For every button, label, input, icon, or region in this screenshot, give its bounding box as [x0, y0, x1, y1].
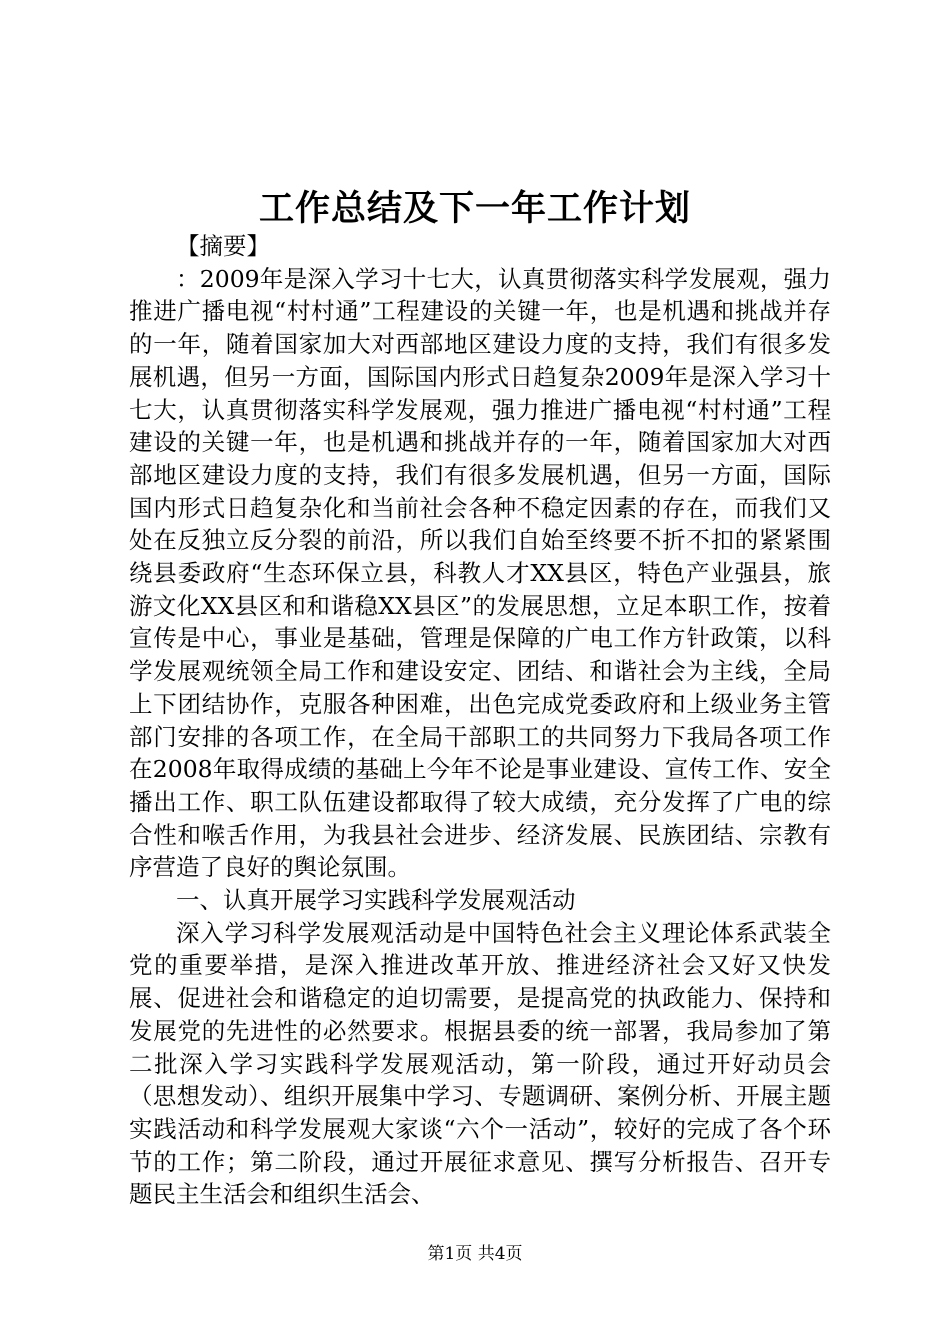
page-footer: 第1页 共4页: [427, 1244, 523, 1264]
section-paragraph: 深入学习科学发展观活动是中国特色社会主义理论体系武装全党的重要举措，是深入推进改革开放、推进经济社会又好又快发展、促进社会和谐稳定的迫切需要，是提高党的执政能力、保持和发展党的先进性的必然要求。根据县委的统一部署，我局参加了第二批深入学习实践科学发展观活动，第一阶段，通过开好动员会（思想发动）、组织开展集中学习、专题调研、案例分析、开展主题实践活动和科学发展观大家谈“六个一活动”，较好的完成了各个环节的工作；第二阶段，通过开展征求意见、撰写分析报告、召开专题民主生活会和组织生活会、: [129, 918, 831, 1209]
document-title: 工作总结及下一年工作计划: [258, 188, 691, 229]
section-heading: 一、认真开展学习实践科学发展观活动: [176, 886, 576, 915]
abstract-heading: 【摘要】: [176, 232, 270, 260]
abstract-paragraph: ：2009年是深入学习十七大，认真贯彻落实科学发展观，强力推进广播电视“村村通”工程建设的关键一年，也是机遇和挑战并存的一年，随着国家加大对西部地区建设力度的支持，我们有很多发展机遇，但另一方面，国际国内形式日趋复杂2009年是深入学习十七大，认真贯彻落实科学发展观，强力推进广播电视“村村通”工程建设的关键一年，也是机遇和挑战并存的一年，随着国家加大对西部地区建设力度的支持，我们有很多发展机遇，但另一方面，国际国内形式日趋复杂化和当前社会各种不稳定因素的存在，而我们又处在反独立反分裂的前沿，所以我们自始至终要不折不扣的紧紧围绕县委政府“生态环保立县，科教人才XX县区，特色产业强县，旅游文化XX县区和和谐稳XX县区”的发展思想，立足本职工作，按着宣传是中心，事业是基础，管理是保障的广电工作方针政策，以科学发展观统领全局工作和建设安定、团结、和谐社会为主线，全局上下团结协作，克服各种困难，出色完成党委政府和上级业务主管部门安排的各项工作，在全局干部职工的共同努力下我局各项工作在2008年取得成绩的基础上今年不论是事业建设、宣传工作、安全播出工作、职工队伍建设都取得了较大成绩，充分发挥了广电的综合性和喉舌作用，为我县社会进步、经济发展、民族团结、宗教有序营造了良好的舆论氛围。: [129, 264, 831, 882]
document-body: [129, 230, 831, 1211]
